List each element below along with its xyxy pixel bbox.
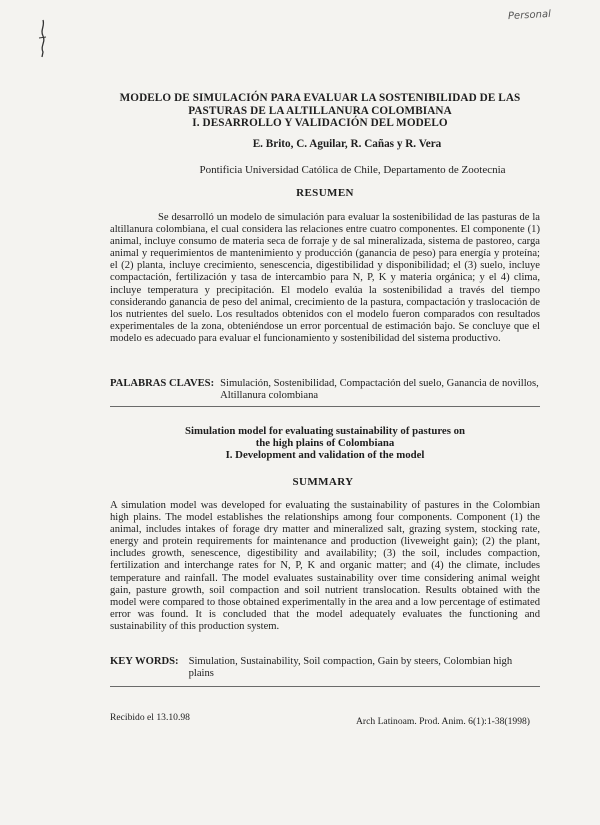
key-words-label: KEY WORDS: (110, 656, 179, 667)
handwritten-note: Personal (507, 8, 552, 23)
key-words-value: Simulation, Sustainability, Soil compaction, Gain by steers, Colombian high plains (188, 656, 513, 680)
affiliation: Pontificia Universidad Católica de Chile, Departamento de Zootecnia (199, 164, 506, 176)
resumen-text: Se desarrolló un modelo de simulación para evaluar la sostenibilidad de las pasturas de la altillanura colombiana, el cual considera las relaciones entre cuatro componentes. El componente (1) animal, incluye consumo de materia seca de forraje y de sal mineralizada, sistema de pastoreo, carga animal y requerimientos de mantenimiento y producción (ganancia de peso) para energía y proteína; el (2) planta, incluye crecimiento, senescencia, digestibilidad y disponibilidad; el (3) suelo, incluye compactación, fertilización y tasa de intercambio para N, P, K y materia orgánica; y el 4) clima, incluye temperatura y precipitación. El modelo evalúa la sostenibilidad a través del tiempo considerando ganancia de peso del animal, crecimiento de la pastura, compactación y traslocación de los nutrientes del suelo. Los resultados obtenidos con el modelo fueron comparados con resultados experimentales de la zona, obteniéndose un error porcentual de estimación bajo. Se concluye que el modelo es adecuado para evaluar el funcionamiento y sostenibilidad del sistema productivo. (110, 212, 540, 344)
english-title (160, 426, 490, 461)
summary-body (110, 500, 540, 633)
palabras-claves-label: PALABRAS CLAVES: (110, 378, 215, 389)
title-line: I. DESARROLLO Y VALIDACIÓN DEL MODELO (192, 117, 448, 129)
summary-text: A simulation model was developed for evaluating the sustainability of pastures in the Colombian high plains. The model establishes the relationships among four components. Component (1) the animal, includes intakes of forage dry matter and mineralized salt, grazing system, stocking rate, energy and protein requirements for maintenance and production (liveweight gain); (2) the plant, includes growth, senescence, digestibility and availability; (3) the soil, includes compaction, fertilization and interchange rates for N, P, K and organic matter; and (4) the climate, includes temperature and rainfall. The model evaluates sustainability over time considering animal weight gain, pasture growth, soil compaction and soil nutrient translocation. Results obtained with the model were compared to those obtained experimentally in the area and a low percentage of estimated error was found. It is concluded that the model adequately evaluates the functioning and sustainability of this production system. (110, 500, 540, 632)
palabras-claves (110, 378, 540, 403)
received-date: Recibido el 13.10.98 (110, 712, 190, 723)
key-words (110, 656, 540, 681)
resumen-heading: RESUMEN (296, 187, 354, 199)
journal-citation: Arch Latinoam. Prod. Anim. 6(1):1-38(1998) (356, 716, 530, 727)
palabras-claves-value: Simulación, Sostenibilidad, Compactación del suelo, Ganancia de novillos, Altillanura colombiana (220, 378, 539, 402)
title-line: PASTURAS DE LA ALTILLANURA COLOMBIANA (188, 104, 452, 117)
resumen-body (110, 212, 540, 345)
margin-scribble-mark (36, 18, 50, 58)
english-title-line: I. Development and validation of the model (225, 448, 425, 461)
divider-line (110, 406, 540, 407)
paper-title (100, 92, 540, 130)
divider-line (110, 686, 540, 687)
authors: E. Brito, C. Aguilar, R. Cañas y R. Vera (252, 138, 442, 150)
summary-heading: SUMMARY (292, 476, 354, 488)
title-line: MODELO DE SIMULACIÓN PARA EVALUAR LA SOSTENIBILIDAD DE LAS (119, 92, 521, 104)
english-title-line: Simulation model for evaluating sustainability of pastures on (184, 425, 466, 437)
english-title-line: the high plains of Colombiana (255, 436, 395, 449)
